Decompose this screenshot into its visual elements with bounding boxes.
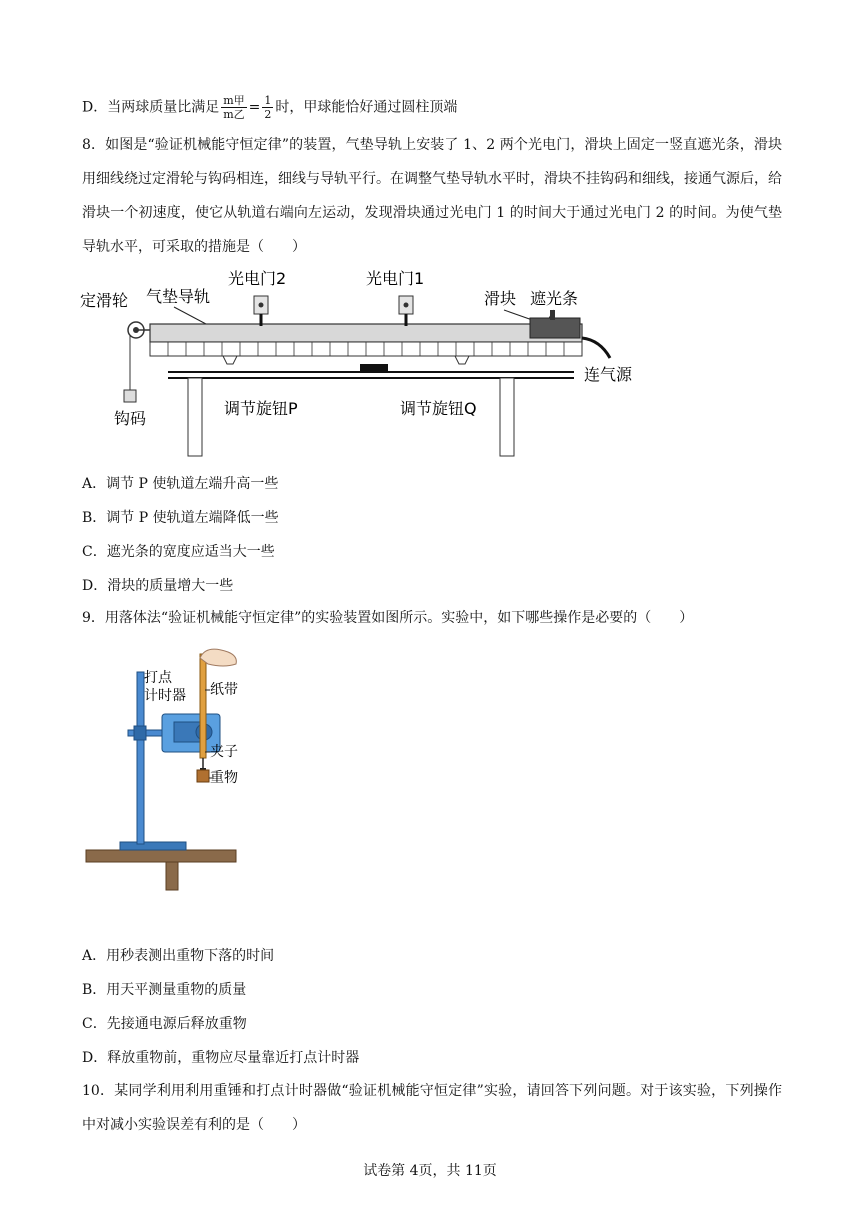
gate1-label: 光电门1 [366, 269, 425, 288]
stand-rod [137, 672, 144, 844]
half-fraction [262, 94, 273, 121]
q9-option-a: A．用秒表测出重物下落的时间 [82, 948, 275, 964]
equals-sign: = [248, 99, 261, 116]
weight-label: 钩码 [114, 409, 147, 428]
table-leg-right [500, 378, 514, 456]
paper-tape [200, 654, 206, 758]
light-strip [550, 310, 555, 320]
mass-label: 重物 [210, 770, 238, 786]
slider-block [530, 318, 580, 338]
frac-denominator: m乙 [223, 108, 245, 121]
frac-denominator: 2 [264, 108, 272, 121]
mass-ratio-fraction [221, 94, 246, 121]
option-text: 当两球质量比满足 [107, 99, 220, 116]
question-10-text: 10．某同学利用利用重锤和打点计时器做“验证机械能守恒定律”实验，请回答下列问题。对于该实验，下列操作中对减小实验误差有利的是（ ） [82, 1083, 782, 1133]
q9-option-c: C．先接通电源后释放重物 [82, 1016, 247, 1032]
air-track [150, 324, 582, 342]
knob-q [455, 356, 469, 364]
page-footer: 试卷第 4页，共 11页 [363, 1163, 497, 1179]
gate2-label: 光电门2 [228, 269, 287, 288]
frac-numerator: m甲 [223, 94, 245, 107]
question-8-text: 8．如图是“验证机械能守恒定律”的装置，气垫导轨上安装了 1、2 两个光电门，滑块上固定一竖直遮光条，滑块用细线绕过定滑轮与钩码相连，细线与导轨平行。在调整气垫导轨水平时，滑块不挂钩码和细线，接通气源后，给滑块一个初速度，使它从轨道右端向左运动，发现滑块通过光电门 1 的时间大于通过光电门 2 的时间。为使气垫导轨水平，可采取的措施是（ ） [82, 137, 782, 255]
question-9-text: 9．用落体法“验证机械能守恒定律”的实验装置如图所示。实验中，如下哪些操作是必要的（ ） [82, 610, 694, 626]
air-source-label: 连气源 [584, 365, 633, 384]
q8-option-c: C．遮光条的宽度应适当大一些 [82, 544, 275, 560]
desk [86, 850, 236, 862]
knob-p [223, 356, 237, 364]
q8-option-a: A．调节 P 使轨道左端升高一些 [82, 476, 279, 492]
option-label: D． [82, 99, 108, 116]
q8-option-d: D．滑块的质量增大一些 [82, 578, 234, 594]
track-leader [174, 307, 206, 324]
frac-numerator: 1 [264, 94, 272, 107]
q8-option-b: B．调节 P 使轨道左端降低一些 [82, 510, 279, 526]
track-label: 气垫导轨 [146, 287, 211, 306]
hanging-weight [124, 390, 136, 402]
timer-label-1: 打点 [144, 670, 172, 686]
option-d-prev [82, 94, 782, 121]
free-fall-figure [84, 644, 264, 894]
support-block [360, 364, 388, 372]
air-track-figure [78, 262, 658, 462]
option-text-tail: 时，甲球能恰好通过圆柱顶端 [275, 99, 458, 116]
desk-leg [166, 862, 178, 890]
q9-option-b: B．用天平测量重物的质量 [82, 982, 247, 998]
q9-option-d: D．释放重物前，重物应尽量靠近打点计时器 [82, 1050, 360, 1066]
air-hose [582, 338, 610, 358]
knob-q-label: 调节旋钮Q [400, 399, 477, 418]
timer-label-2: 计时器 [144, 688, 186, 704]
heavy-weight [197, 770, 209, 782]
strip-label: 遮光条 [530, 289, 579, 308]
tape-label: 纸带 [210, 682, 238, 698]
stand-base [120, 842, 186, 850]
table-leg-left [188, 378, 202, 456]
clip-label: 夹子 [210, 744, 238, 760]
pulley-label: 定滑轮 [80, 291, 129, 310]
knob-p-label: 调节旋钮P [224, 399, 298, 418]
slider-label: 滑块 [484, 289, 517, 308]
